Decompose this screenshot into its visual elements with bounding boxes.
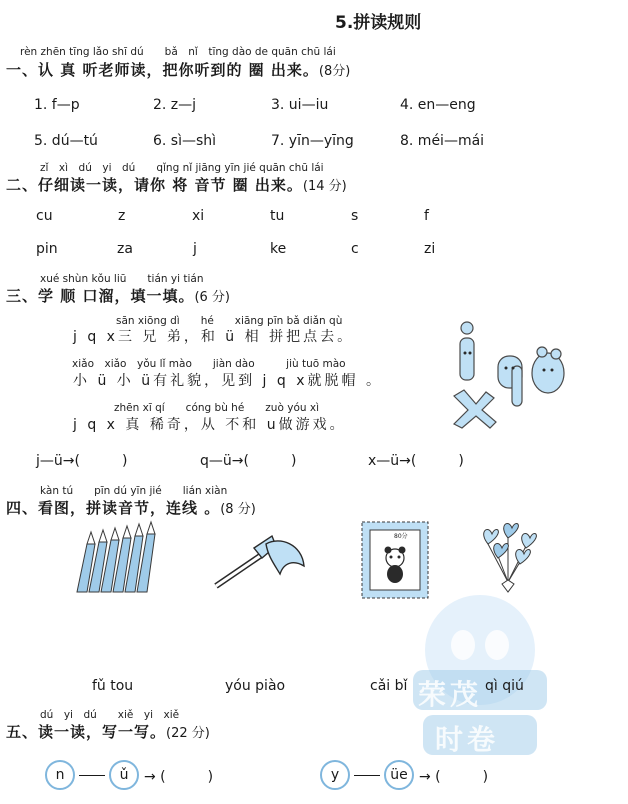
- syllable-caibi[interactable]: cǎi bǐ: [370, 678, 408, 694]
- rhyme-line2-pinyin: xiǎo xiǎo yǒu lǐ mào jiàn dào jiù tuō mào: [72, 358, 346, 370]
- section3-heading: 三、学 顺 口溜，填一填。(6 分): [6, 287, 231, 305]
- balloons-illustration: [468, 522, 548, 597]
- s2-syllable: tu: [270, 208, 285, 224]
- rhyme-line1: j q x三 兄 弟，和 ü 相 拼把点去。: [73, 329, 355, 345]
- s2-syllable: z: [118, 208, 126, 224]
- watermark-text-top: 荣茂: [418, 678, 483, 711]
- connector-dash: [79, 775, 105, 776]
- s1-item-7: 7. yīn—yīng: [271, 133, 354, 149]
- rhyme-line3: j q x 真 稀奇，从 不和 u做游戏。: [73, 417, 347, 433]
- s2-syllable: zi: [424, 241, 436, 257]
- answer-blank-2[interactable]: → ( ): [419, 769, 489, 785]
- section1-pinyin: rèn zhēn tīng lǎo shī dú bǎ nǐ tīng dào de quān chū lái: [20, 46, 336, 58]
- letter-j: j: [460, 408, 461, 409]
- s1-item-3: 3. ui—iu: [271, 97, 329, 113]
- s2-syllable: ke: [270, 241, 287, 257]
- s2-syllable: pin: [36, 241, 58, 257]
- s2-syllable: xi: [192, 208, 205, 224]
- syllable-futou[interactable]: fǔ tou: [92, 678, 134, 694]
- initial-circle-y: y: [320, 760, 350, 790]
- answer-blank-1[interactable]: → ( ): [144, 769, 214, 785]
- crayons-illustration: [75, 530, 165, 595]
- final-circle-ue: üe: [384, 760, 414, 790]
- s1-item-5: 5. dú—tú: [34, 133, 98, 149]
- section5-heading: 五、读一读，写一写。(22 分): [6, 723, 210, 741]
- section4-score: (8 分): [220, 502, 256, 517]
- section4-heading: 四、看图，拼读音节，连线 。(8 分): [6, 499, 256, 517]
- section3-pinyin: xué shùn kǒu liū tián yi tián: [40, 273, 204, 285]
- page-title: 5.拼读规则: [335, 13, 422, 33]
- section3-score: (6 分): [194, 290, 231, 305]
- s2-syllable: j: [193, 241, 197, 257]
- section5-pinyin: dú yi dú xiě yi xiě: [40, 709, 180, 721]
- cartoon-letters-illustration: [450, 318, 570, 433]
- section2-pinyin: zǐ xì dú yi dú qǐng nǐ jiāng yīn jié quān chū lái: [40, 162, 324, 174]
- connector-dash: [354, 775, 380, 776]
- syllable-youpiao[interactable]: yóu piào: [225, 678, 286, 694]
- s2-syllable: c: [351, 241, 359, 257]
- watermark-text-bottom: 时卷: [435, 723, 500, 756]
- initial-circle-n: n: [45, 760, 75, 790]
- stamp-value: 80分: [394, 533, 408, 540]
- s2-syllable: cu: [36, 208, 53, 224]
- rhyme-line1-pinyin: sān xiōng dì hé xiāng pīn bǎ diǎn qù: [116, 315, 343, 327]
- final-circle-u: ǔ: [109, 760, 139, 790]
- rhyme-line2: 小 ü 小 ü有礼貌，见到 j q x就脱帽 。: [73, 373, 383, 389]
- s1-item-6: 6. sì—shì: [153, 133, 217, 149]
- syllable-qiqiu[interactable]: qì qiú: [485, 678, 524, 694]
- axe-illustration: [210, 530, 310, 595]
- section1-score: (8分): [318, 64, 351, 79]
- rhyme-line3-pinyin: zhēn xī qí cóng bù hé zuò yóu xì: [114, 402, 319, 414]
- s1-item-4: 4. en—eng: [400, 97, 476, 113]
- fill-blank-j[interactable]: j—ü→( ): [36, 453, 128, 469]
- s2-syllable: za: [117, 241, 133, 257]
- s1-item-8: 8. méi—mái: [400, 133, 485, 149]
- s2-syllable: s: [351, 208, 359, 224]
- section4-pinyin: kàn tú pīn dú yīn jié lián xiàn: [40, 485, 228, 497]
- fill-blank-q[interactable]: q—ü→( ): [200, 453, 297, 469]
- s1-item-2: 2. z—j: [153, 97, 197, 113]
- section1-heading: 一、认 真 听老师读，把你听到的 圈 出来。(8分): [6, 61, 351, 79]
- fill-blank-x[interactable]: x—ü→( ): [368, 453, 464, 469]
- s1-item-1: 1. f—p: [34, 97, 80, 113]
- section2-heading: 二、仔细读一读，请你 将 音节 圈 出来。(14 分): [6, 176, 347, 194]
- s2-syllable: f: [424, 208, 429, 224]
- section2-score: (14 分): [302, 179, 347, 194]
- section5-score: (22 分): [166, 726, 210, 741]
